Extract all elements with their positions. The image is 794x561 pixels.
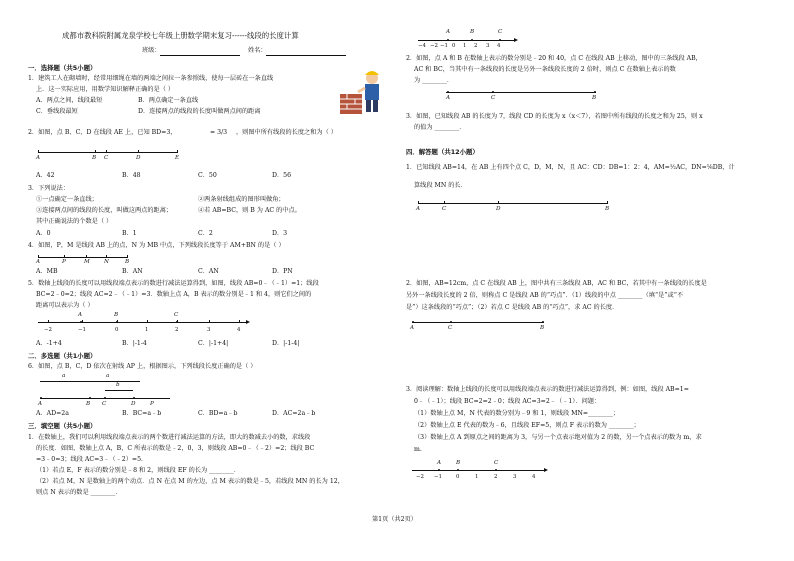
top-axis-label: B [470,29,475,35]
section4-heading: 四．解答题（共12小题） [406,148,479,156]
q5-tick [239,320,240,323]
top-axis-number: 2 [474,43,478,49]
answer3-label: C [494,460,499,466]
answer1-text: 1．已知线段 AB=14，在 AB 上有四个点 C，D，M，N，且 AC：CD：DB=1：2：4，AM=½AC，DN=⅙DB，计 [406,164,735,171]
answer3-axis-number: 2 [494,474,498,480]
page-title: 成都市教科院附属龙泉学校七年级上册数学期末复习------线段的长度计算 [62,31,299,40]
answer3-part-1: （1）数轴上点 M，N 代表的数分别为﹣9 和 1，则线段 MN=________； [414,410,620,417]
fill2-text: 2．如图，点 A 和 B 在数轴上表示的数分别是﹣20 和 40，点 C 在线段 AB 上移动，图中的三条线段 AB， [406,55,702,62]
q4-label: M [84,259,90,265]
answer3-axis-number: 0 [456,474,460,480]
top-axis-number: 1 [463,43,467,49]
q3-statement-2: ②两条射线组成的图形叫做角； [198,196,285,203]
bricklayer-illustration [340,66,388,114]
q4-tick [38,255,39,258]
answer1-tick [498,201,499,204]
q1-option-b: B．两点确定一条直线 [138,97,199,104]
fill2-label: C [491,95,496,101]
q6-label: P [150,401,154,407]
q6-label: B [86,401,91,407]
q3-option-d: D．3 [272,230,288,237]
q6-label: A [38,401,43,407]
fill2-text-2: AC 和 BC，当其中有一条线段的长度是另外一条线段长度的 2 倍时，则点 C 在数轴上表示的数 [414,66,676,73]
fill1-text: 1．在数轴上，我们可以利用线段端点表示的两个数进行减法运算的方法，即大的数减去小的数，求线段 [28,434,311,441]
fill3-text-2: 的值为 ________． [414,124,466,131]
answer3-number-line [412,470,544,471]
name-blank [266,55,346,56]
q5-axis-number: 4 [237,327,241,333]
answer3-text-2: 0﹣（﹣1）；线段 BC=2=2﹣0；线段 AC=3=2﹣（﹣1）．问题： [414,398,601,405]
fill2-segment [446,92,596,93]
class-blank [160,55,240,56]
q2-tick [38,150,39,153]
fill2-point [594,91,596,93]
fill2-point [447,91,449,93]
answer3-point [438,469,440,471]
section3-heading: 三．填空题（共5小题） [28,422,97,430]
top-axis-number: 3 [486,43,490,49]
answer3-axis-number: 1 [475,474,479,480]
q4-option-c: C．AN [198,268,219,275]
answer3-text: 3．阅读理解：数轴上线段的长度可以用线段端点表示的数进行减法运算得到，例：如图，线段 AB=1= [406,386,689,393]
q2-text-tail: ，则图中所有线段的长度之和为（ ） [236,129,337,136]
fill2-label: B [592,95,597,101]
answer2-label: B [540,325,545,331]
fill2-point [492,91,494,93]
top-axis-number: −4 [418,43,426,49]
q5-axis-number: 2 [175,327,179,333]
q4-option-a: A．MB [36,268,58,275]
q5-number-line [38,322,246,323]
q5-tick [48,320,49,323]
top-axis-arrow-icon [514,38,518,42]
section2-heading: 二．多选题（共1小题） [28,352,97,360]
q2-tick [177,150,178,153]
answer1-tick [444,201,445,204]
q1-option-c: C．垂线段最短 [36,108,78,115]
q4-text: 4．如图，P，M 是线段 AB 上的点，N 为 MB 中点，下列线段长度等于 AM+BN 的是（ ） [28,242,285,249]
q2-label: B [92,155,97,161]
q5-axis-number: 1 [145,327,149,333]
answer2-label: C [448,325,453,331]
q6-text: 6．如图，点 B，C，D 依次在射线 AP 上，根据图示，下列线段长度正确的是（ ） [28,363,257,370]
fill1-part-1: （1）若点 E，F 表示的数分别是﹣8 和 2，则线段 EF 的长为 ________． [36,467,241,474]
q5-text-3: 距离可以表示为（ ） [36,302,94,309]
q2-text: 2．如图，点 B、C、D 在线段 AE 上，已知 BD=3， [28,129,177,136]
q6-brace-label: a [106,373,110,379]
q5-axis-arrow-icon [246,320,250,324]
answer1-segment [418,203,608,204]
top-axis-label: C [498,29,503,35]
answer3-label: A [437,460,442,466]
q4-segment [38,257,128,258]
answer1-label: D [496,206,501,212]
answer1-label: C [442,206,447,212]
q6-point [89,397,91,399]
q6-option-d: D．AC=2a﹣b [272,410,316,417]
q6-brace [105,390,133,391]
q2-option-d: D．56 [272,172,292,179]
q2-label: D [136,155,141,161]
q5-option-c: C．|-1+4| [198,340,229,347]
q2-option-a: A．42 [36,172,55,179]
q5-tick [147,320,148,323]
fill3-text: 3．如图，已知线段 AB 的长度为 7，线段 CD 的长度为 x（x＜7），若图中所有线段的长度之和为 25，则 x [406,113,703,120]
answer3-label: B [456,460,461,466]
fill1-text-3: =3﹣0=3；线段 AC=3﹣（﹣2）=5． [36,456,148,463]
q6-label: C [102,401,107,407]
q2-option-c: C．50 [198,172,217,179]
q1-text: 1．建筑工人在砌墙时，经常用细绳在墙的两端之间拉一条参照线，使每一层砖在一条直线 [28,75,274,82]
q5-axis-number: −1 [78,327,86,333]
answer3-axis-arrow-icon [544,468,548,472]
q2-label: E [175,155,180,161]
top-axis-point [471,39,473,41]
q4-option-d: D．PN [272,268,293,275]
q4-label: N [104,259,109,265]
answer2-text-3: 是”）这条线段的“巧点”；（2）若点 C 是线段 AB 的“巧点”，求 AC 的长度． [406,304,619,311]
answer1-label: B [605,206,610,212]
answer2-label: A [410,325,415,331]
answer3-axis-number: 4 [532,474,536,480]
answer2-point [542,321,544,323]
top-axis-point [499,39,501,41]
answer3-part-4: m. [414,446,422,453]
q4-tick [64,255,65,258]
answer3-point [457,469,459,471]
answer2-point [450,321,452,323]
q4-option-b: B．AN [122,268,143,275]
q4-label: A [36,259,41,265]
q1-option-d: D．连接两点的线段的长度叫做两点间的距离 [138,108,261,115]
answer2-text-2: 另外一条线段长度的 2 倍，则称点 C 是线段 AB 的“巧点”．（1）线段的中点 ________（填“是”或“不 [406,292,684,299]
q2-option-b: B．48 [122,172,141,179]
q6-brace-label: a [62,373,66,379]
q6-point [40,397,42,399]
q4-tick [86,255,87,258]
q5-text: 5．数轴上线段的长度可以用线段端点表示的数进行减法运算得到，如图，线段 AB=0﹣（﹣1）=1；线段 [28,280,319,287]
q6-label: D [131,401,136,407]
fill2-text-3: 为 ________． [414,77,454,84]
q2-tick [95,150,96,153]
answer2-segment [412,322,544,323]
q3-option-b: B．1 [122,230,137,237]
class-label: 班级： [142,47,161,54]
q2-label: C [104,155,109,161]
q3-option-a: A．0 [36,230,51,237]
q5-label: C [174,312,179,318]
q5-axis-number: 0 [115,327,119,333]
answer3-point [495,469,497,471]
section1-heading: 一．选择题（共5小题） [28,64,97,72]
q5-axis-number: 3 [207,327,211,333]
top-axis-number: 4 [497,43,501,49]
q6-option-b: B．BC=a﹣b [122,410,162,417]
top-axis-number: −2 [430,43,438,49]
q5-tick [82,320,83,323]
answer3-axis-number: −2 [416,474,424,480]
answer1-tick [418,201,419,204]
fill2-label: A [446,95,451,101]
q3-option-c: C．2 [198,230,213,237]
q6-point [133,397,135,399]
answer2-point [412,321,414,323]
q3-statement-4: ④若 AB=BC，则 B 为 AC 的中点。 [198,207,301,214]
q6-point [104,397,106,399]
answer3-axis-number: −1 [434,474,442,480]
q2-tick [106,150,107,153]
q6-option-a: A．AD=2a [36,410,69,417]
q2-label: A [36,155,41,161]
answer1-label: A [416,206,421,212]
answer3-part-2: （2）数轴上点 E 代表的数为﹣6，且线段 EF=5，则点 F 表示的数为 ________； [414,422,640,429]
q4-label: B [125,259,130,265]
q4-label: P [62,259,66,265]
top-axis-point [447,39,449,41]
answer1-tick [607,201,608,204]
page-number: 第1页（共2页） [372,516,417,523]
q5-option-d: D．|-1-4| [272,340,300,347]
answer1-text-2: 算线段 MN 的长． [414,182,467,189]
q5-axis-number: −2 [44,327,52,333]
q5-label: A [78,312,83,318]
answer3-axis-number: 3 [513,474,517,480]
q5-option-a: A．-1+4 [36,340,62,347]
name-label: 姓名： [248,47,267,54]
q4-tick [106,255,107,258]
answer3-part-3: （3）数轴上点 A 到原点之间的距离为 3，与另一个点表示绝对值为 2 的数，另一个点表示的数为 m，求 [414,434,702,441]
q6-brace [90,381,140,382]
q2-segment [38,152,178,153]
fill1-part-2: （2）若点 M，N 是数轴上的两个动点．点 N 在点 M 的左边，点 M 表示的数是﹣5，若线段 MN 的长为 12， [36,478,344,485]
q1-text-2: 上．这一实际应用，用数学知识解释正确的是（ ） [36,86,175,93]
fill1-part-3: 则点 N 表示的数是 ________． [36,489,122,496]
answer2-text: 2．如图，AB=12cm，点 C 在线段 AB 上，图中共有三条线段 AB，AC 和 BC，若其中有一条线段的长度是 [406,280,707,287]
q1-option-a: A．两点之间，线段最短 [36,97,103,104]
q3-text: 3．下列说法： [28,185,70,192]
q6-brace-label: b [116,382,120,388]
q3-text-3: 其中正确说法的个数是（ ） [36,218,113,225]
top-axis-number: −1 [440,43,448,49]
q6-option-c: C．BD=a﹣b [198,410,238,417]
q5-label: B [114,312,119,318]
q5-tick [209,320,210,323]
q2-fraction: = 3/3 [210,129,228,136]
top-axis-label: A [446,29,451,35]
q3-statement-1: ①一点确定一条直线； [36,196,98,203]
top-axis-number: 0 [452,43,456,49]
q5-tick [117,320,118,323]
q5-option-b: B．|-1-4 [122,340,147,347]
q5-text-2: BC=2﹣0=2；线段 AC=2﹣（﹣1）=3．数轴上点 A，B 表示的数分别是﹣1 和 4，则它们之间的 [36,291,312,298]
q6-brace [40,381,90,382]
fill1-text-2: 的长度．如图，数轴上点 A，B，C 所表示的数是﹣2，0，3，则线段 AB=0﹣（﹣2）=2；线段 BC [36,445,315,452]
q3-statement-3: ③连接两点间的线段的长度，叫做这两点的距离； [36,207,173,214]
q2-tick [138,150,139,153]
q5-tick [177,320,178,323]
q4-tick [127,255,128,258]
